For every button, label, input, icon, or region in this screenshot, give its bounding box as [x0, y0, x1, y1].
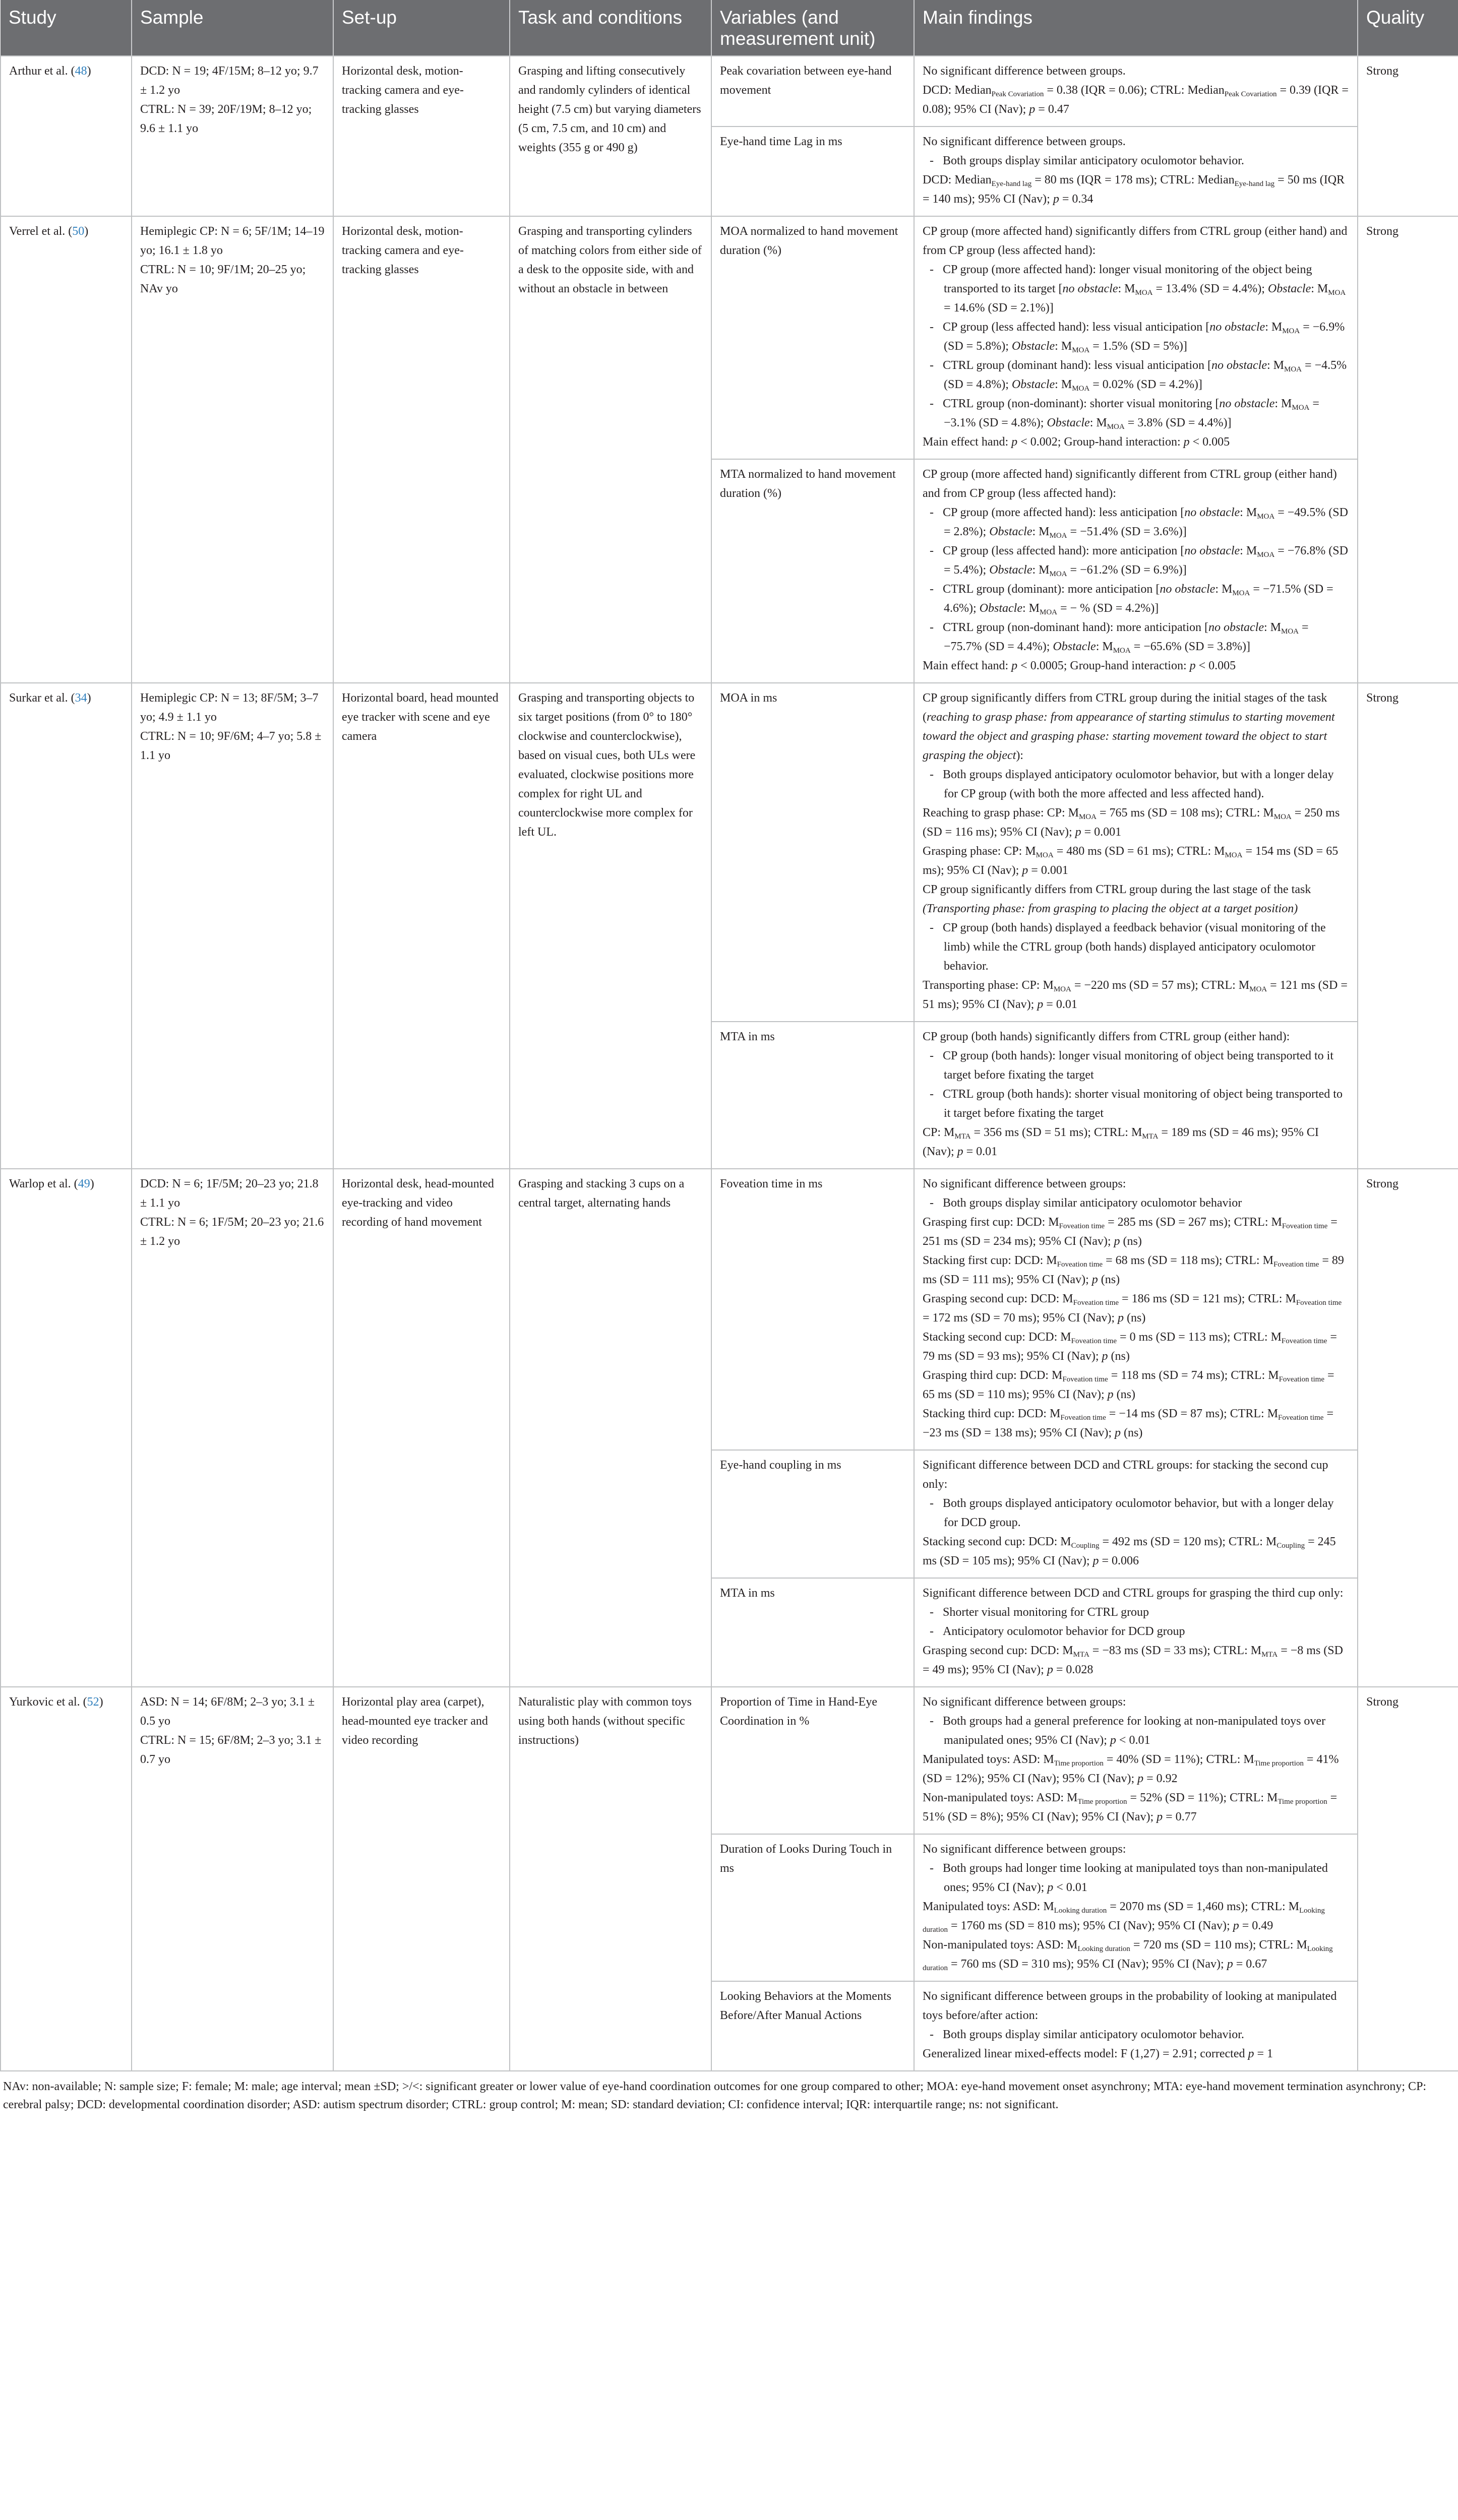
- variable-cell: MOA normalized to hand movement duration (%): [711, 216, 914, 459]
- table-footnote: NAv: non-available; N: sample size; F: female; M: male; age interval; mean ±SD; >/<: significant greater or lower value of eye-hand coordination outcomes for one group compared to other; MOA: eye-hand movement onset asynchrony; MTA: eye-hand movement termination asynchrony; CP: cerebral palsy; DCD: developmental coordination disorder; ASD: autism spectrum disorder; CTRL: group control; M: mean; SD: standard deviation; CI: confidence interval; IQR: interquartile range; ns: not significant.: [3, 2080, 1427, 2111]
- finding-bullet: - CP group (both hands): longer visual monitoring of object being transported to it target before fixating the target: [930, 1049, 1333, 1082]
- variable-cell: Eye-hand coupling in ms: [711, 1450, 914, 1578]
- finding-line: No significant difference between groups.: [923, 135, 1126, 148]
- finding-line: Non-manipulated toys: ASD: $M_{Looking duration} = 720$ ms (SD = 110 ms); CTRL: $M_{Looking duration} = 760$ ms (SD = 310 ms); 95% CI (Nav); 95% CI (Nav); p = 0.67: [923, 1938, 1333, 1972]
- findings-cell: [914, 683, 1358, 1022]
- study-author-close: ): [87, 65, 91, 78]
- quality-cell: Strong: [1358, 1169, 1458, 1687]
- finding-line: Reaching to grasp phase: CP: $M_{MOA} = 765$ ms (SD = 108 ms); CTRL: $M_{MOA} = 250$ ms (SD = 116 ms); 95% CI (Nav); p = 0.001: [923, 806, 1340, 839]
- table-row: [1, 216, 1458, 459]
- setup-cell: Horizontal desk, motion-tracking camera and eye-tracking glasses: [333, 56, 510, 216]
- study-author-close: ): [84, 225, 89, 238]
- variable-cell: Looking Behaviors at the Moments Before/After Manual Actions: [711, 1981, 914, 2071]
- header-study: Study: [1, 0, 132, 56]
- finding-bullet: - CTRL group (dominant): more anticipation [no obstacle: $M_{MOA} = -71.5\%$ (SD = 4.6%); Obstacle: $M_{MOA}$ = − % (SD = 4.2%)]: [930, 583, 1333, 616]
- study-author-close: ): [90, 1177, 94, 1190]
- findings-cell: [914, 1169, 1358, 1450]
- table-row: [1, 1687, 1458, 1834]
- finding-bullet: - CTRL group (both hands): shorter visual monitoring of object being transported to it target before fixating the target: [930, 1088, 1343, 1120]
- header-quality: Quality: [1358, 0, 1458, 56]
- header-setup: Set-up: [333, 0, 510, 56]
- finding-line: Transporting phase: CP: $M_{MOA} = -220$ ms (SD = 57 ms); CTRL: $M_{MOA} = 121$ ms (SD = 51 ms); 95% CI (Nav); p = 0.01: [923, 979, 1348, 1011]
- finding-line: Grasping first cup: DCD: $M_{Foveation time} = 285$ ms (SD = 267 ms); CTRL: $M_{Foveation time} = 251$ ms (SD = 234 ms); 95% CI (Nav); p (ns): [923, 1216, 1338, 1248]
- finding-bullet: - Anticipatory oculomotor behavior for DCD group: [930, 1625, 1185, 1638]
- variable-cell: MTA normalized to hand movement duration (%): [711, 459, 914, 683]
- setup-cell: Horizontal board, head mounted eye tracker with scene and eye camera: [333, 683, 510, 1169]
- variable-cell: Proportion of Time in Hand-Eye Coordination in %: [711, 1687, 914, 1834]
- findings-cell: [914, 1450, 1358, 1578]
- findings-cell: [914, 1578, 1358, 1687]
- finding-line: No significant difference between groups:: [923, 1695, 1126, 1709]
- study-cell: [1, 1687, 132, 2071]
- finding-line: CP group significantly differs from CTRL group during the last stage of the task (Transporting phase: from grasping to placing the object at a target position): [923, 883, 1311, 915]
- study-author: Arthur et al. (: [9, 65, 75, 78]
- finding-bullet: - Both groups displayed anticipatory oculomotor behavior, but with a longer delay for DCD group.: [930, 1497, 1334, 1529]
- finding-bullet: - CP group (both hands) displayed a feedback behavior (visual monitoring of the limb) while the CTRL group (both hands) displayed anticipatory oculomotor behavior.: [930, 921, 1326, 973]
- finding-bullet: - CP group (more affected hand): longer visual monitoring of the object being transported to its target [no obstacle: $M_{MOA} = 13.4\%$ (SD = 4.4%); Obstacle: $M_{MOA} = 14.6\%$ (SD = 2.1%)]: [930, 263, 1346, 314]
- finding-line: Main effect hand: p < 0.002; Group-hand interaction: p < 0.005: [923, 435, 1230, 449]
- finding-line: Manipulated toys: ASD: $M_{Looking duration} = 2070$ ms (SD = 1,460 ms); CTRL: $M_{Looking duration} = 1760$ ms (SD = 810 ms); 95% CI (Nav); 95% CI (Nav); p = 0.49: [923, 1900, 1325, 1934]
- finding-bullet: - Both groups had longer time looking at manipulated toys than non-manipulated ones; 95% CI (Nav); p < 0.01: [930, 1862, 1328, 1894]
- study-author: Warlop et al. (: [9, 1177, 78, 1190]
- study-cell: [1, 56, 132, 216]
- finding-bullet: - CP group (less affected hand): less visual anticipation [no obstacle: $M_{MOA} = -6.9\%$ (SD = 5.8%); Obstacle: $M_{MOA} = 1.5\%$ (SD = 5%)]: [930, 321, 1345, 354]
- task-cell: Grasping and stacking 3 cups on a central target, alternating hands: [510, 1169, 711, 1687]
- findings-cell: [914, 459, 1358, 683]
- finding-bullet: - Both groups displayed anticipatory oculomotor behavior, but with a longer delay for CP group (with both the more affected and less affected hand).: [930, 768, 1334, 800]
- finding-line: Main effect hand: p < 0.0005; Group-hand interaction: p < 0.005: [923, 659, 1236, 672]
- citation-link[interactable]: 50: [72, 225, 85, 238]
- variable-cell: MTA in ms: [711, 1578, 914, 1687]
- findings-cell: [914, 1022, 1358, 1169]
- finding-line: DCD: Median$_{Peak Covariation}$ = 0.38 (IQR = 0.06); CTRL: Median$_{Peak Covariation}$ = 0.39 (IQR = 0.08); 95% CI (Nav); p = 0.47: [923, 84, 1349, 116]
- finding-line: Grasping second cup: DCD: $M_{Foveation time} = 186$ ms (SD = 121 ms); CTRL: $M_{Foveation time} = 172$ ms (SD = 70 ms); 95% CI (Nav); p (ns): [923, 1292, 1342, 1325]
- finding-line: No significant difference between groups:: [923, 1177, 1126, 1190]
- finding-line: CP: $M_{MTA} = 356$ ms (SD = 51 ms); CTRL: $M_{MTA} = 189$ ms (SD = 46 ms); 95% CI (Nav); p = 0.01: [923, 1126, 1319, 1158]
- study-cell: [1, 683, 132, 1169]
- finding-line: Stacking third cup: DCD: $M_{Foveation time} = -14$ ms (SD = 87 ms); CTRL: $M_{Foveation time} = -23$ ms (SD = 138 ms); 95% CI (Nav); p (ns): [923, 1407, 1333, 1439]
- header-row: [1, 0, 1458, 56]
- header-task: Task and conditions: [510, 0, 711, 56]
- finding-line: Generalized linear mixed-effects model: F (1,27) = 2.91; corrected p = 1: [923, 2047, 1273, 2060]
- finding-bullet: - Shorter visual monitoring for CTRL group: [930, 1606, 1149, 1619]
- task-cell: Grasping and lifting consecutively and randomly cylinders of identical height (7.5 cm) but varying diameters (5 cm, 7.5 cm, and 10 cm) and weights (355 g or 490 g): [510, 56, 711, 216]
- finding-bullet: - Both groups display similar anticipatory oculomotor behavior.: [930, 154, 1244, 167]
- task-cell: Naturalistic play with common toys using both hands (without specific instructions): [510, 1687, 711, 2071]
- finding-bullet: - CP group (more affected hand): less anticipation [no obstacle: $M_{MOA} = -49.5\%$ (SD = 2.8%); Obstacle: $M_{MOA} = -51.4\%$ (SD = 3.6%)]: [930, 506, 1348, 540]
- study-cell: [1, 216, 132, 683]
- quality-cell: Strong: [1358, 216, 1458, 683]
- finding-line: CP group (more affected hand) significantly different from CTRL group (either hand) and from CP group (less affected hand):: [923, 468, 1337, 500]
- finding-line: DCD: Median$_{Eye-hand lag}$ = 80 ms (IQR = 178 ms); CTRL: Median$_{Eye-hand lag}$ = 50 ms (IQR = 140 ms); 95% CI (Nav); p = 0.34: [923, 173, 1345, 206]
- finding-line: Grasping second cup: DCD: $M_{MTA} = -83$ ms (SD = 33 ms); CTRL: $M_{MTA} = -8$ ms (SD = 49 ms); 95% CI (Nav); p = 0.028: [923, 1644, 1343, 1676]
- study-author-close: ): [99, 1695, 103, 1709]
- finding-bullet: - CTRL group (non-dominant): shorter visual monitoring [no obstacle: $M_{MOA} = -3.1\%$ (SD = 4.8%); Obstacle: $M_{MOA} = 3.8\%$ (SD = 4.4%)]: [930, 397, 1319, 431]
- finding-line: Grasping third cup: DCD: $M_{Foveation time} = 118$ ms (SD = 74 ms); CTRL: $M_{Foveation time} = 65$ ms (SD = 110 ms); 95% CI (Nav); p (ns): [923, 1369, 1334, 1401]
- table-row: [1, 683, 1458, 1022]
- study-cell: [1, 1169, 132, 1687]
- setup-cell: Horizontal desk, motion-tracking camera and eye-tracking glasses: [333, 216, 510, 683]
- findings-cell: [914, 216, 1358, 459]
- quality-cell: Strong: [1358, 56, 1458, 216]
- setup-cell: Horizontal play area (carpet), head-mounted eye tracker and video recording: [333, 1687, 510, 2071]
- quality-cell: Strong: [1358, 1687, 1458, 2071]
- quality-cell: Strong: [1358, 683, 1458, 1169]
- finding-line: Grasping phase: CP: $M_{MOA} = 480$ ms (SD = 61 ms); CTRL: $M_{MOA} = 154$ ms (SD = 65 ms); 95% CI (Nav); p = 0.001: [923, 845, 1339, 877]
- finding-line: No significant difference between groups in the probability of looking at manipulated toys before/after action:: [923, 1990, 1337, 2022]
- finding-line: Stacking second cup: DCD: $M_{Coupling} = 492$ ms (SD = 120 ms); CTRL: $M_{Coupling} = 245$ ms (SD = 105 ms); 95% CI (Nav); p = 0.006: [923, 1535, 1336, 1567]
- finding-line: No significant difference between groups:: [923, 1843, 1126, 1856]
- finding-line: Stacking second cup: DCD: $M_{Foveation time} = 0$ ms (SD = 113 ms); CTRL: $M_{Foveation time} = 79$ ms (SD = 93 ms); 95% CI (Nav); p (ns): [923, 1331, 1337, 1363]
- citation-link[interactable]: 34: [75, 691, 87, 705]
- finding-line: Significant difference between DCD and CTRL groups for grasping the third cup only:: [923, 1587, 1344, 1600]
- finding-line: No significant difference between groups.: [923, 65, 1126, 78]
- citation-link[interactable]: 52: [87, 1695, 99, 1709]
- task-cell: Grasping and transporting objects to six target positions (from 0° to 180° clockwise and counterclockwise), based on visual cues, both ULs were evaluated, clockwise positions more complex for right UL and counterclockwise more complex for left UL.: [510, 683, 711, 1169]
- sample-cell: DCD: N = 6; 1F/5M; 20–23 yo; 21.8 ± 1.1 yo CTRL: N = 6; 1F/5M; 20–23 yo; 21.6 ± 1.2 yo: [132, 1169, 333, 1687]
- variable-cell: MOA in ms: [711, 683, 914, 1022]
- setup-cell: Horizontal desk, head-mounted eye-tracking and video recording of hand movement: [333, 1169, 510, 1687]
- finding-line: Stacking first cup: DCD: $M_{Foveation time} = 68$ ms (SD = 118 ms); CTRL: $M_{Foveation time} = 89$ ms (SD = 111 ms); 95% CI (Nav); p (ns): [923, 1254, 1344, 1286]
- finding-line: Non-manipulated toys: ASD: $M_{Time proportion} = 52\%$ (SD = 11%); CTRL: $M_{Time proportion} = 51\%$ (SD = 8%); 95% CI (Nav); 95% CI (Nav); p = 0.77: [923, 1791, 1338, 1823]
- table-row: [1, 56, 1458, 127]
- study-author-close: ): [87, 691, 91, 705]
- sample-cell: ASD: N = 14; 6F/8M; 2–3 yo; 3.1 ± 0.5 yo CTRL: N = 15; 6F/8M; 2–3 yo; 3.1 ± 0.7 yo: [132, 1687, 333, 2071]
- sample-cell: Hemiplegic CP: N = 6; 5F/1M; 14–19 yo; 16.1 ± 1.8 yo CTRL: N = 10; 9F/1M; 20–25 yo; NAv yo: [132, 216, 333, 683]
- finding-bullet: - Both groups had a general preference for looking at non-manipulated toys over manipulated ones; 95% CI (Nav); p < 0.01: [930, 1715, 1326, 1747]
- finding-bullet: - CP group (less affected hand): more anticipation [no obstacle: $M_{MOA} = -76.8\%$ (SD = 5.4%); Obstacle: $M_{MOA} = -61.2\%$ (SD = 6.9%)]: [930, 544, 1348, 578]
- finding-line: CP group significantly differs from CTRL group during the initial stages of the task (reaching to grasp phase: from appearance of starting stimulus to starting movement toward the object and grasping phase: starting movement toward the object to start grasping the object):: [923, 691, 1335, 762]
- findings-cell: [914, 1834, 1358, 1981]
- sample-cell: DCD: N = 19; 4F/15M; 8–12 yo; 9.7 ± 1.2 yo CTRL: N = 39; 20F/19M; 8–12 yo; 9.6 ± 1.1 yo: [132, 56, 333, 216]
- table-row: [1, 1169, 1458, 1450]
- findings-cell: [914, 1687, 1358, 1834]
- finding-line: Manipulated toys: ASD: $M_{Time proportion} = 40\%$ (SD = 11%); CTRL: $M_{Time proportion} = 41\%$ (SD = 12%); 95% CI (Nav); 95% CI (Nav); p = 0.92: [923, 1753, 1339, 1785]
- finding-bullet: - Both groups display similar anticipatory oculomotor behavior: [930, 1196, 1242, 1210]
- finding-line: CP group (more affected hand) significantly differs from CTRL group (either hand) and from CP group (less affected hand):: [923, 225, 1348, 257]
- task-cell: Grasping and transporting cylinders of matching colors from either side of a desk to the opposite side, with and without an obstacle in between: [510, 216, 711, 683]
- finding-bullet: - Both groups display similar anticipatory oculomotor behavior.: [930, 2028, 1244, 2041]
- finding-bullet: - CTRL group (non-dominant hand): more anticipation [no obstacle: $M_{MOA} = -75.7\%$ (SD = 4.4%); Obstacle: $M_{MOA} = -65.6\%$ (SD = 3.8%)]: [930, 621, 1309, 655]
- study-author: Yurkovic et al. (: [9, 1695, 87, 1709]
- finding-bullet: - CTRL group (dominant hand): less visual anticipation [no obstacle: $M_{MOA} = -4.5\%$ (SD = 4.8%); Obstacle: $M_{MOA} = 0.02\%$ (SD = 4.2%)]: [930, 359, 1347, 393]
- header-sample: Sample: [132, 0, 333, 56]
- study-author: Surkar et al. (: [9, 691, 75, 705]
- finding-line: Significant difference between DCD and CTRL groups: for stacking the second cup only:: [923, 1459, 1328, 1491]
- citation-link[interactable]: 48: [75, 65, 87, 78]
- study-author: Verrel et al. (: [9, 225, 73, 238]
- variable-cell: Foveation time in ms: [711, 1169, 914, 1450]
- finding-line: CP group (both hands) significantly differs from CTRL group (either hand):: [923, 1030, 1290, 1043]
- variable-cell: Duration of Looks During Touch in ms: [711, 1834, 914, 1981]
- table-body: [1, 56, 1458, 2071]
- variable-cell: Peak covariation between eye-hand movement: [711, 56, 914, 127]
- variable-cell: MTA in ms: [711, 1022, 914, 1169]
- header-findings: Main findings: [914, 0, 1358, 56]
- variable-cell: Eye-hand time Lag in ms: [711, 127, 914, 216]
- findings-cell: [914, 1981, 1358, 2071]
- findings-cell: [914, 56, 1358, 127]
- findings-cell: [914, 127, 1358, 216]
- citation-link[interactable]: 49: [78, 1177, 90, 1190]
- sample-cell: Hemiplegic CP: N = 13; 8F/5M; 3–7 yo; 4.9 ± 1.1 yo CTRL: N = 10; 9F/6M; 4–7 yo; 5.8 ± 1.1 yo: [132, 683, 333, 1169]
- header-variables: Variables (and measurement unit): [711, 0, 914, 56]
